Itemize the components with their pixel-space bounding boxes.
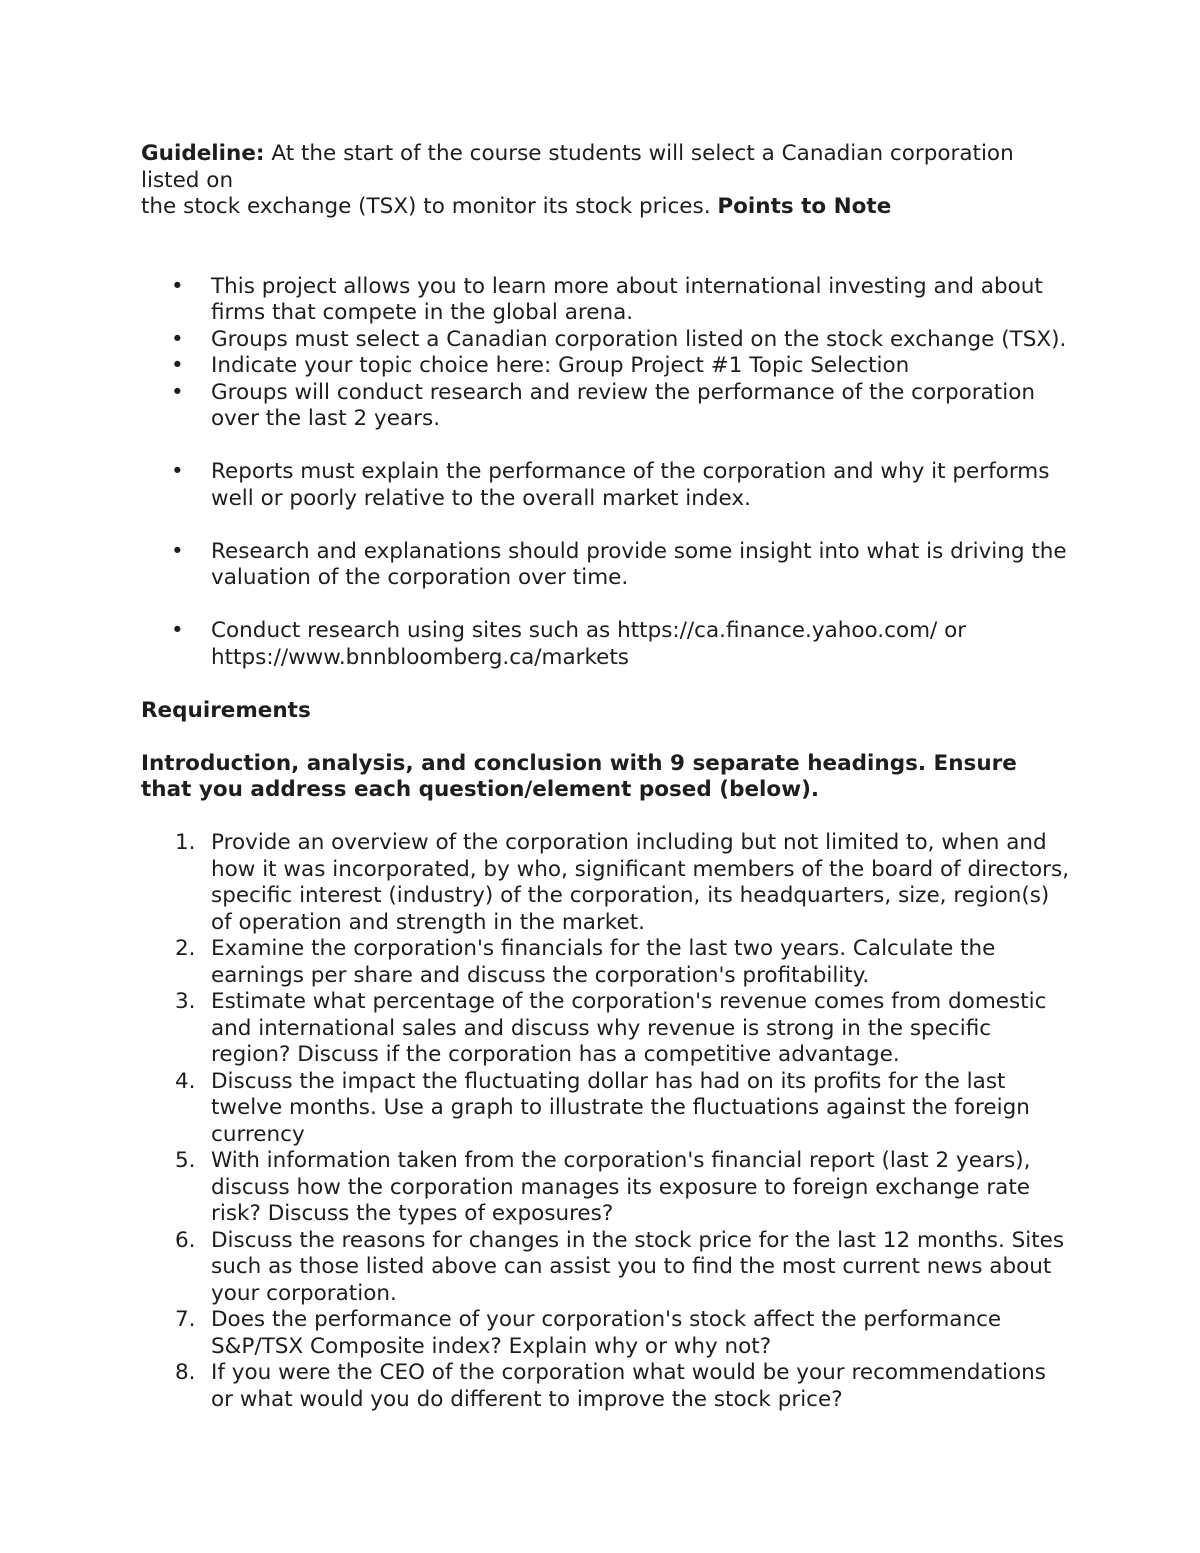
list-item <box>141 618 1071 671</box>
point-text: Reports must explain the performance of the corporation and why it performs well or poorly relative to the overall market index. <box>211 459 1050 511</box>
list-item <box>141 274 1071 327</box>
list-item <box>141 1360 1071 1413</box>
document-page <box>141 141 1071 1413</box>
list-item <box>141 459 1071 512</box>
point-text: This project allows you to learn more about international investing and about firms that compete in the global arena. <box>211 273 1043 325</box>
bullet-icon: • <box>171 459 184 484</box>
requirements-heading: Requirements <box>141 697 311 723</box>
item-text: Examine the corporation's financials for the last two years. Calculate the earnings per share and discuss the corporation's profitability. <box>211 936 996 988</box>
bullet-icon: • <box>171 618 184 643</box>
points-to-note-label: Points to Note <box>717 194 892 219</box>
list-item <box>141 1148 1071 1228</box>
list-item <box>141 327 1071 354</box>
list-item <box>141 1307 1071 1360</box>
guideline-label: Guideline: <box>141 141 265 166</box>
bullet-icon: • <box>171 326 184 352</box>
list-item <box>141 830 1071 936</box>
item-number: 1. <box>175 830 196 855</box>
list-item <box>141 1069 1071 1149</box>
guideline-paragraph <box>141 141 1071 221</box>
list-item <box>141 989 1071 1069</box>
item-number: 4. <box>175 1068 196 1094</box>
item-number: 7. <box>175 1307 196 1332</box>
item-text: If you were the CEO of the corporation what would be your recommendations or what would you do different to improve the stock price? <box>211 1360 1046 1412</box>
list-item <box>141 380 1071 433</box>
point-text: Conduct research using sites such as https://ca.finance.yahoo.com/ or https://www.bnnbloomberg.ca/markets <box>211 618 967 670</box>
item-text: Discuss the reasons for changes in the stock price for the last 12 months. Sites such as those listed above can assist you to find the most current news about your corporation. <box>211 1227 1065 1306</box>
item-text: Does the performance of your corporation's stock affect the performance S&P/TSX Composite index? Explain why or why not? <box>211 1307 1002 1359</box>
item-number: 6. <box>175 1227 196 1253</box>
bullet-icon: • <box>171 353 184 378</box>
point-text: Groups will conduct research and review the performance of the corporation over the last 2 years. <box>211 379 1035 431</box>
item-text: With information taken from the corporation's financial report (last 2 years), discuss how the corporation manages its exposure to foreign exchange rate risk? Discuss the types of exposures? <box>211 1148 1031 1226</box>
requirements-list <box>141 830 1071 1413</box>
list-item <box>141 539 1071 592</box>
point-text: Research and explanations should provide some insight into what is driving the valuation of the corporation over time. <box>211 538 1067 590</box>
item-number: 2. <box>175 936 196 961</box>
point-text: Indicate your topic choice here: Group Project #1 Topic Selection <box>211 353 910 378</box>
item-text: Estimate what percentage of the corporation's revenue comes from domestic and international sales and discuss why revenue is strong in the specific region? Discuss if the corporation has a competitive advantage. <box>211 989 1047 1067</box>
guideline-text-line1: At the start of the course students will select a Canadian corporation listed on <box>141 141 1014 193</box>
point-text: Groups must select a Canadian corporation listed on the stock exchange (TSX). <box>211 326 1067 352</box>
bullet-icon: • <box>171 538 184 564</box>
list-item <box>141 936 1071 989</box>
item-number: 5. <box>175 1148 196 1173</box>
guideline-text-line2: the stock exchange (TSX) to monitor its stock prices. <box>141 194 718 219</box>
bullet-icon: • <box>171 273 184 299</box>
item-text: Discuss the impact the fluctuating dollar has had on its profits for the last twelve months. Use a graph to illustrate the fluctuations against the foreign currency <box>211 1068 1030 1147</box>
list-item <box>141 353 1071 380</box>
requirements-intro: Introduction, analysis, and conclusion with 9 separate headings. Ensure that you address each question/element posed (below). <box>141 750 1017 802</box>
item-text: Provide an overview of the corporation including but not limited to, when and how it was incorporated, by who, significant members of the board of directors, specific interest (industry) of the corporation, its headquarters, size, region(s) of operation and strength in the market. <box>211 830 1070 935</box>
list-item <box>141 1228 1071 1308</box>
points-list <box>141 274 1071 672</box>
item-number: 3. <box>175 989 196 1014</box>
bullet-icon: • <box>171 379 184 405</box>
item-number: 8. <box>175 1360 196 1385</box>
